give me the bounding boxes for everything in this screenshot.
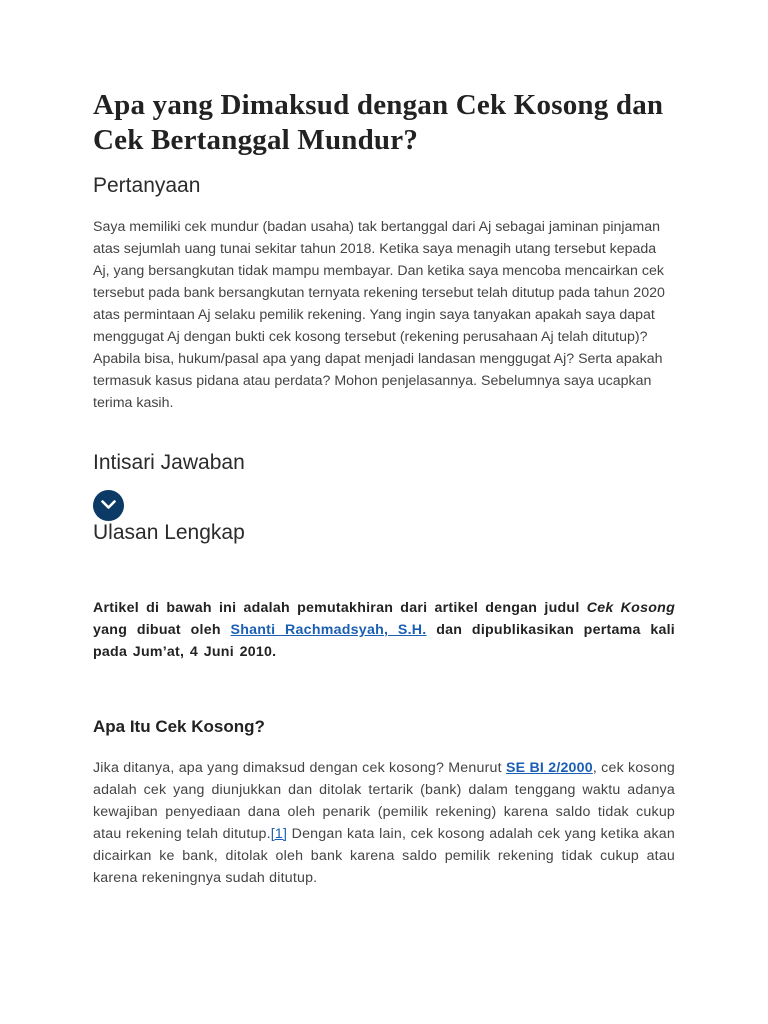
section-body-cek-kosong <box>93 757 675 889</box>
note-suffix: dan dipublikasikan pertama kali pada Jum’at, 4 Juni 2010. <box>93 622 675 660</box>
body-text-b: , cek kosong adalah cek yang diunjukkan dan ditolak tertarik (bank) dalam tenggang waktu adanya kewajiban penyediaan dana oleh penarik (pemilik rekening) karena saldo tidak cukup atau rekening telah ditutup. <box>93 760 675 842</box>
summary-heading: Intisari Jawaban <box>93 451 245 474</box>
note-mid: yang dibuat oleh <box>93 622 231 638</box>
note-article-title: Cek Kosong <box>586 600 675 616</box>
body-text-a: Jika ditanya, apa yang dimaksud dengan cek kosong? Menurut <box>93 760 506 776</box>
chevron-down-icon <box>101 500 116 510</box>
note-prefix: Artikel di bawah ini adalah pemutakhiran dari artikel dengan judul <box>93 600 587 616</box>
footnote-link[interactable]: [1] <box>270 826 288 842</box>
body-text-c: Dengan kata lain, cek kosong adalah cek yang ketika akan dicairkan ke bank, ditolak oleh bank karena saldo pemilik rekening tidak cukup atau karena rekeningnya sudah ditutup. <box>93 826 675 886</box>
review-heading: Ulasan Lengkap <box>93 521 245 544</box>
regulation-link[interactable]: SE BI 2/2000 <box>505 760 593 776</box>
article-title: Apa yang Dimaksud dengan Cek Kosong dan Cek Bertanggal Mundur? <box>93 89 664 156</box>
section-heading-cek-kosong: Apa Itu Cek Kosong? <box>93 717 265 736</box>
question-heading: Pertanyaan <box>93 174 201 197</box>
question-text: Saya memiliki cek mundur (badan usaha) tak bertanggal dari Aj sebagai jaminan pinjaman atas sejumlah uang tunai sekitar tahun 2018. Ketika saya menagih utang tersebut kepada Aj, yang bersangkutan tidak mampu membayar. Dan ketika saya mencoba mencairkan cek tersebut pada bank bersangkutan ternyata rekening tersebut telah ditutup pada tahun 2020 atas permintaan Aj selaku pemilik rekening. Yang ingin saya tanyakan apakah saya dapat menggugat Aj dengan bukti cek kosong tersebut (rekening perusahaan Aj telah ditutup)? Apabila bisa, hukum/pasal apa yang dapat menjadi landasan menggugat Aj? Serta apakah termasuk kasus pidana atau perdata? Mohon penjelasannya. Sebelumnya saya ucapkan terima kasih. <box>93 219 665 411</box>
update-note <box>93 597 675 663</box>
author-link[interactable]: Shanti Rachmadsyah, S.H. <box>230 622 427 638</box>
expand-summary-button[interactable] <box>93 490 124 521</box>
